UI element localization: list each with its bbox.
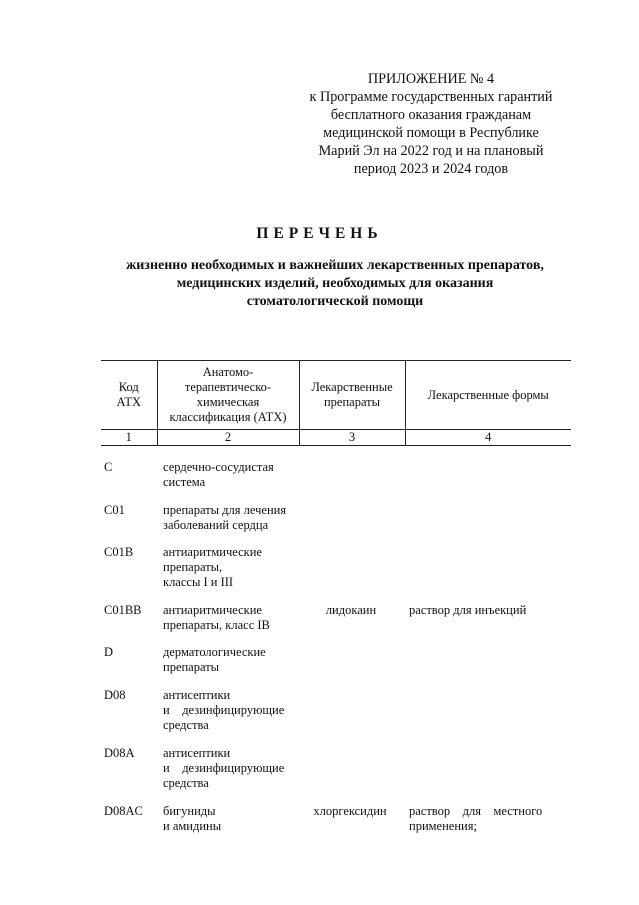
subtitle-line: медицинских изделий, необходимых для оказания [176,276,494,291]
row-form: раствор для местного применения; [409,804,543,833]
annex-line: период 2023 и 2024 годов [353,161,509,177]
annex-line: ПРИЛОЖЕНИЕ № 4 [367,71,495,87]
header-code: Код АТХ [101,361,157,430]
row-code: C [104,460,113,474]
annex-line: к Программе государственных гарантий [309,89,553,105]
row-classification: антиаритмические препараты, класс IB [163,603,270,632]
row-classification: дерматологические препараты [163,645,266,674]
row-code: C01B [104,545,134,559]
column-number: 1 [101,430,157,446]
row-classification: антисептики и дезинфицирующие средства [163,688,285,732]
annex-line: Марий Эл на 2022 год и на плановый [318,143,544,159]
row-code: D08 [104,688,126,702]
document-title: ПЕРЕЧЕНЬ [256,225,383,242]
header-classification: Анатомо- терапевтическо- химическая классификация (АТХ) [157,361,299,430]
row-code: D08AC [104,804,143,818]
row-classification: антиаритмические препараты, классы I и III [163,545,262,589]
row-code: D08A [104,746,135,760]
annex-header [300,70,562,178]
row-drug: лидокаин [325,603,377,617]
row-classification: препараты для лечения заболеваний сердца [163,503,287,532]
column-number: 2 [157,430,299,446]
annex-line: бесплатного оказания гражданам [330,107,532,123]
header-forms: Лекарственные формы [405,361,571,430]
subtitle-line: стоматологической помощи [246,294,424,309]
row-drug: хлоргексидин [313,804,387,818]
subtitle-line: жизненно необходимых и важнейших лекарственных препаратов, [126,258,544,273]
table-header [101,360,571,446]
row-classification: сердечно-сосудистая система [163,460,274,489]
document-subtitle [0,257,639,311]
row-code: C01 [104,503,125,517]
header-drugs: Лекарственные препараты [299,361,405,430]
row-classification: антисептики и дезинфицирующие средства [163,746,285,790]
row-classification: бигуниды и амидины [163,804,222,833]
annex-line: медицинской помощи в Республике [323,125,539,141]
column-number: 3 [299,430,405,446]
row-form: раствор для инъекций [409,603,527,617]
row-code: D [104,645,114,659]
row-code: C01BB [104,603,142,617]
column-number: 4 [405,430,571,446]
